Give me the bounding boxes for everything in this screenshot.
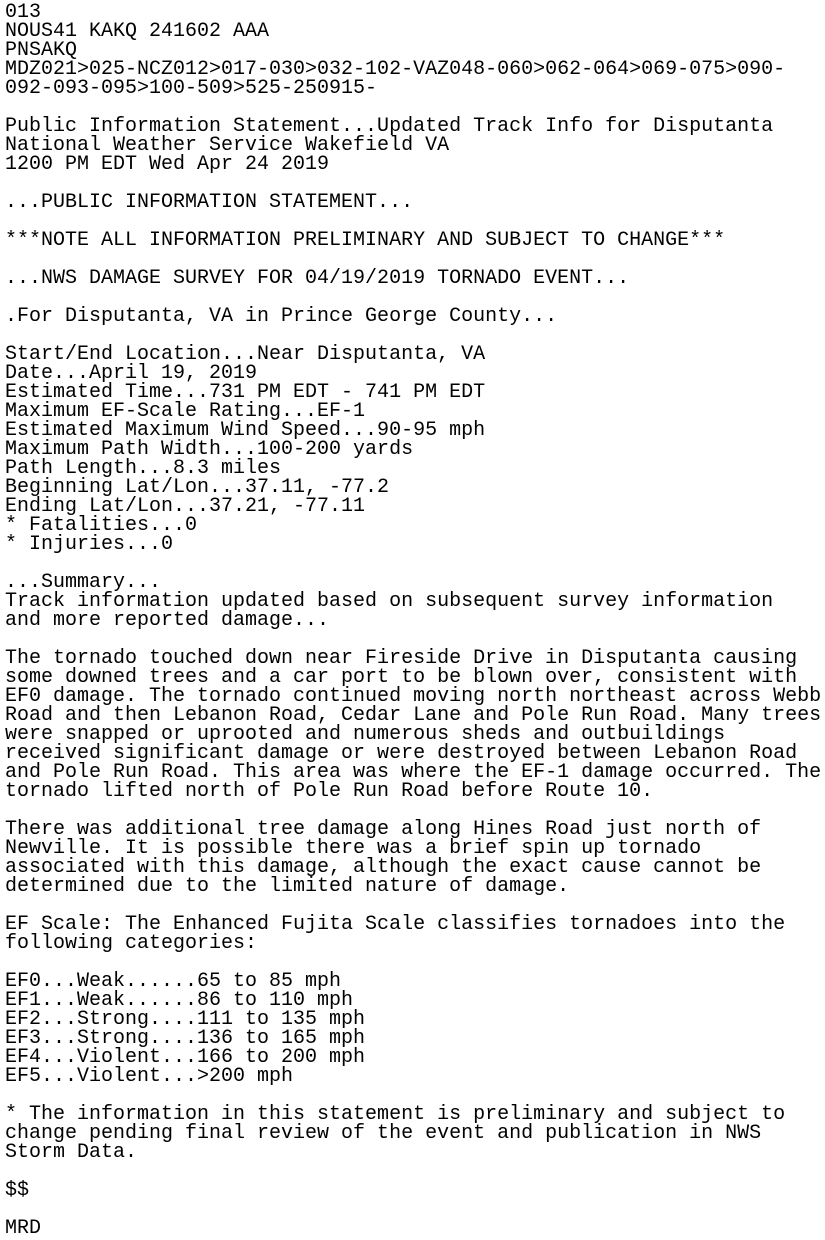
text-line: tornado lifted north of Pole Run Road before Route 10.	[5, 780, 654, 803]
text-line: EF1...Weak......86 to 110 mph	[5, 989, 354, 1012]
text-line: Path Length...8.3 miles	[5, 457, 282, 480]
text-line: EF4...Violent...166 to 200 mph	[5, 1046, 366, 1069]
text-line: associated with this damage, although the exact cause cannot be	[5, 856, 762, 879]
text-line: National Weather Service Wakefield VA	[5, 134, 450, 157]
text-line: * The information in this statement is preliminary and subject to	[5, 1103, 786, 1126]
text-line: Beginning Lat/Lon...37.11, -77.2	[5, 476, 390, 499]
text-line: ...Summary...	[5, 571, 162, 594]
text-line: and more reported damage...	[5, 609, 330, 632]
text-line: The tornado touched down near Fireside Drive in Disputanta causing	[5, 647, 798, 670]
text-line: following categories:	[5, 932, 258, 955]
text-line: some downed trees and a car port to be blown over, consistent with	[5, 666, 798, 689]
text-line: change pending final review of the event and publication in NWS	[5, 1122, 762, 1145]
text-line: EF0 damage. The tornado continued moving north northeast across Webb	[5, 685, 822, 708]
text-line: 1200 PM EDT Wed Apr 24 2019	[5, 153, 330, 176]
text-line: ***NOTE ALL INFORMATION PRELIMINARY AND SUBJECT TO CHANGE***	[5, 229, 726, 252]
text-line: * Injuries...0	[5, 533, 174, 556]
text-line: Maximum EF-Scale Rating...EF-1	[5, 400, 366, 423]
text-line: Public Information Statement...Updated Track Info for Disputanta	[5, 115, 774, 138]
text-line: Ending Lat/Lon...37.21, -77.11	[5, 495, 366, 518]
text-line: Maximum Path Width...100-200 yards	[5, 438, 414, 461]
text-line: EF Scale: The Enhanced Fujita Scale classifies tornadoes into the	[5, 913, 786, 936]
text-line: MRD	[5, 1217, 42, 1240]
text-line: There was additional tree damage along Hines Road just north of	[5, 818, 762, 841]
text-line: Estimated Time...731 PM EDT - 741 PM EDT	[5, 381, 486, 404]
text-line: ...NWS DAMAGE SURVEY FOR 04/19/2019 TORNADO EVENT...	[5, 267, 630, 290]
text-line: EF0...Weak......65 to 85 mph	[5, 970, 342, 993]
text-line: EF5...Violent...>200 mph	[5, 1065, 294, 1088]
text-line: and Pole Run Road. This area was where the EF-1 damage occurred. The	[5, 761, 822, 784]
text-line: MDZ021>025-NCZ012>017-030>032-102-VAZ048-060>062-064>069-075>090-	[5, 58, 786, 81]
text-line: EF3...Strong....136 to 165 mph	[5, 1027, 366, 1050]
text-line: Track information updated based on subsequent survey information	[5, 590, 774, 613]
text-line: received significant damage or were destroyed between Lebanon Road	[5, 742, 798, 765]
text-line: Start/End Location...Near Disputanta, VA	[5, 343, 486, 366]
text-line: were snapped or uprooted and numerous sheds and outbuildings	[5, 723, 726, 746]
text-line: NOUS41 KAKQ 241602 AAA	[5, 20, 270, 43]
text-line: Storm Data.	[5, 1141, 138, 1164]
text-line	[5, 1200, 825, 1219]
text-line: ...PUBLIC INFORMATION STATEMENT...	[5, 191, 414, 214]
text-line: $$	[5, 1179, 30, 1202]
text-line: 092-093-095>100-509>525-250915-	[5, 77, 378, 100]
text-line: Estimated Maximum Wind Speed...90-95 mph	[5, 419, 486, 442]
text-line: determined due to the limited nature of damage.	[5, 875, 570, 898]
text-line: .For Disputanta, VA in Prince George County...	[5, 305, 558, 328]
text-line: Newville. It is possible there was a brief spin up tornado	[5, 837, 702, 860]
text-line: 013	[5, 1, 42, 24]
text-line: Date...April 19, 2019	[5, 362, 258, 385]
text-line: PNSAKQ	[5, 39, 78, 62]
text-line: EF2...Strong....111 to 135 mph	[5, 1008, 366, 1031]
text-line: * Fatalities...0	[5, 514, 198, 537]
text-line: Road and then Lebanon Road, Cedar Lane and Pole Run Road. Many trees	[5, 704, 822, 727]
text-line	[5, 1162, 825, 1181]
